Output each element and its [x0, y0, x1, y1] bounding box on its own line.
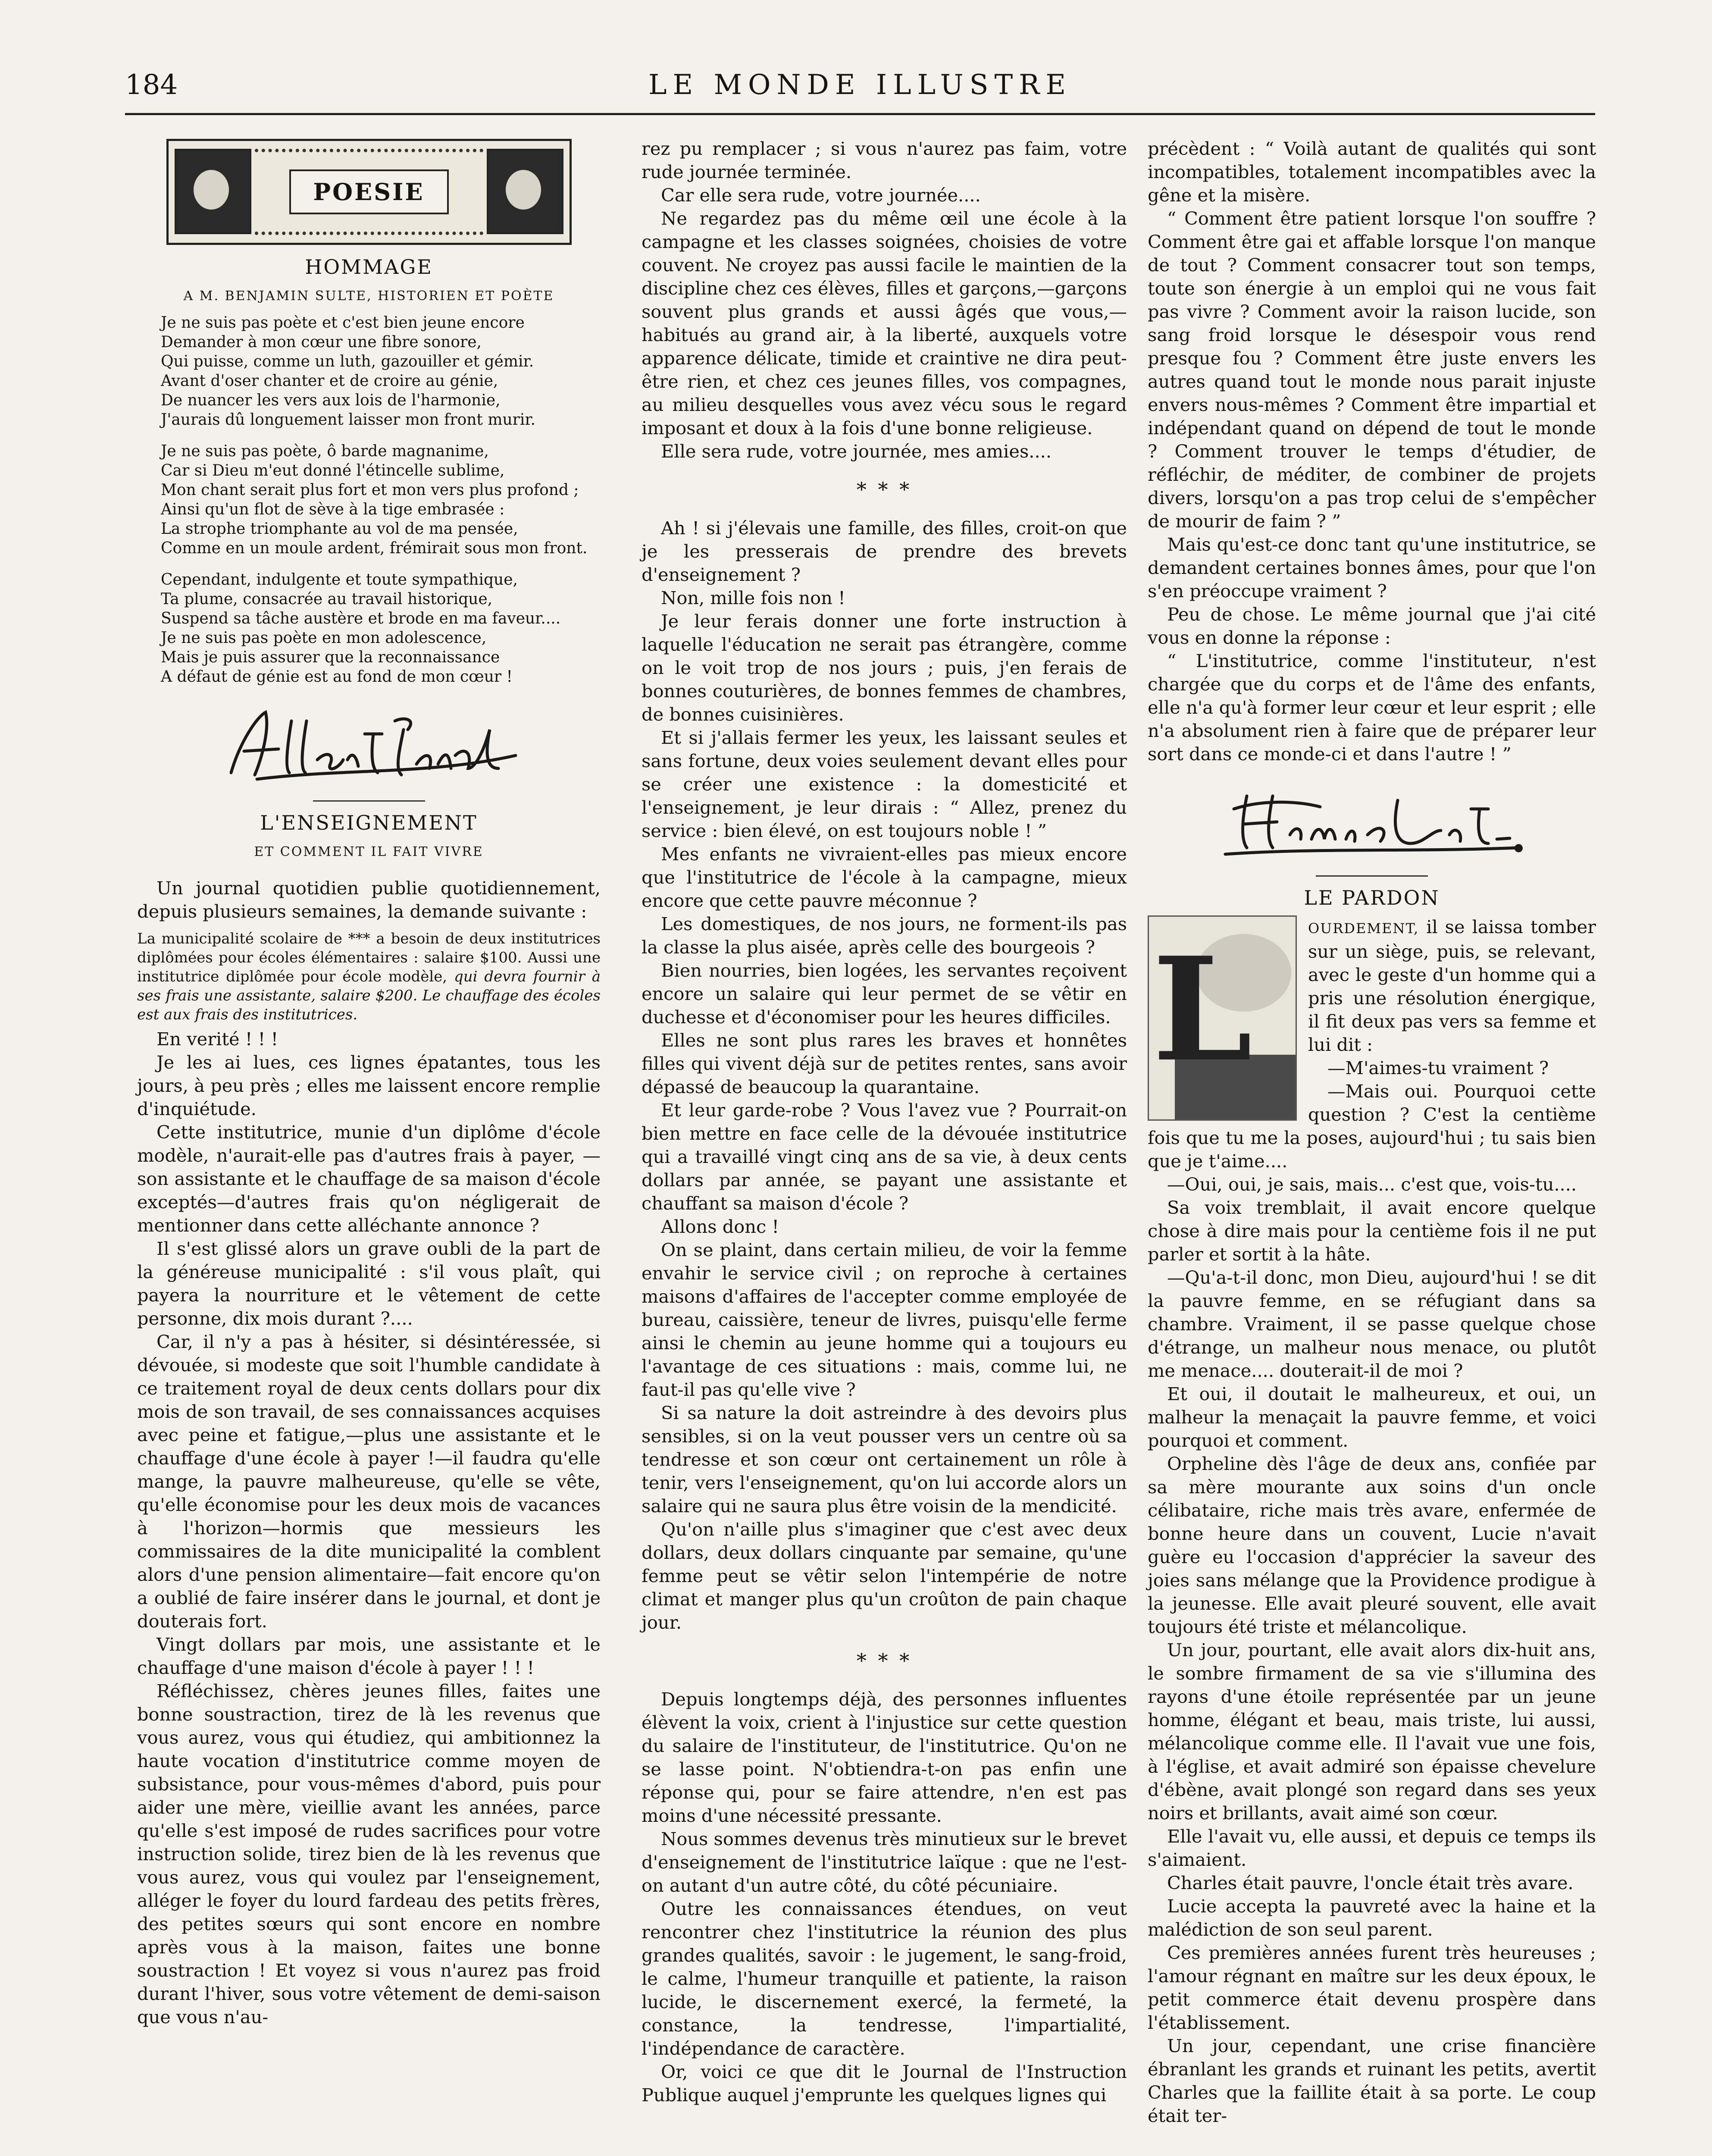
verse-line: Car si Dieu m'eut donné l'étincelle sublime, — [161, 462, 505, 479]
verse-line: De nuancer les vers aux lois de l'harmonie, — [161, 392, 501, 409]
article-paragraph: Si sa nature la doit astreindre à des devoirs plus sensibles, si on la veut pousser vers un centre où sa tendresse et son cœur ont certainement un rôle à tenir, vers l'enseignement, qu'on lui accorde alors un salaire qui ne saura plus être voisin de la mendicité. — [642, 1402, 1127, 1517]
section-divider — [313, 800, 425, 802]
article-paragraph: Les domestiques, de nos jours, ne forment-ils pas la classe la plus aisée, après celle des bourgeois ? — [642, 913, 1127, 958]
story-title: LE PARDON — [1304, 886, 1440, 909]
column-middle — [642, 137, 1127, 2107]
verse-line: Suspend sa tâche austère et brode en ma faveur.... — [161, 610, 561, 627]
article-paragraph: Car elle sera rude, votre journée.... — [661, 185, 981, 206]
article-paragraph: Or, voici ce que dit le Journal de l'Instruction Publique auquel j'emprunte les quelques lignes qui — [642, 2061, 1127, 2106]
stanza — [137, 442, 601, 558]
verse-line: Demander à mon cœur une fibre sonore, — [161, 333, 482, 351]
article-subtitle: ET COMMENT IL FAIT VIVRE — [254, 844, 484, 859]
article-paragraph: Car, il n'y a pas à hésiter, si désintéressée, si dévouée, si modeste que soit l'humble candidate à ce traitement royal de deux cents dollars pour dix mois de son travail, de ses connaissances acquises avec peine et fatigue,—plus une assistante et le chauffage d'une école à payer !—il faudra qu'elle mange, la pauvre malheureuse, qu'elle se vête, qu'elle économise pour les deux mois de vacances à l'horizon—hormis que messieurs les commissaires de la dite municipalité la comblent alors d'une pension alimentaire—fait encore qu'on a oublié de faire insérer dans le journal, et dont je douterais fort. — [137, 1331, 601, 1632]
story-paragraph: Orpheline dès l'âge de deux ans, confiée par sa mère mourante aux soins d'un oncle célibataire, riche mais très avare, enfermée de bonne heure dans un couvent, Lucie n'avait guère eu l'occasion d'apprécier la saveur des joies sans mélange que la Providence prodigue à la jeunesse. Elle avait pleuré souvent, elle avait toujours été triste et mélancolique. — [1148, 1453, 1596, 1637]
story-paragraph: —M'aimes-tu vraiment ? — [1327, 1057, 1549, 1078]
section-divider — [1316, 875, 1428, 877]
story-paragraph: OURDEMENT, il se laissa tomber sur un siège, puis, se relevant, avec le geste d'un homme qui a pris une résolution énergique, il fit deux pas vers sa femme et lui dit : — [1308, 916, 1596, 1055]
poem-dedication: A M. BENJAMIN SULTE, HISTORIEN ET POÈTE — [183, 288, 554, 304]
story-paragraph: —Mais oui. Pourquoi cette question ? C'est la centième fois que tu me la poses, aujourd'hui ; tu sais bien que je t'aime.... — [1148, 1081, 1596, 1172]
stanza — [137, 570, 601, 686]
poem-title: HOMMAGE — [305, 255, 433, 279]
article-paragraph: Nous sommes devenus très minutieux sur le brevet d'enseignement de l'institutrice laïque : que ne l'est-on autant d'un autre côté, du côté pécuniaire. — [642, 1828, 1127, 1896]
story-paragraph: Elle l'avait vu, elle aussi, et depuis ce temps ils s'aimaient. — [1148, 1826, 1596, 1870]
masthead-title: LE MONDE ILLUSTRE — [648, 69, 1072, 101]
article-paragraph: Et si j'allais fermer les yeux, les laissant seules et sans fortune, deux voies seulement devant elles pour se créer une existence : la domesticité et l'enseignement, je leur dirais : “ Allez, prenez du service : bien élevé, on est toujours noble ! ” — [642, 727, 1127, 841]
article-paragraph: Il s'est glissé alors un grave oubli de la part de la généreuse municipalité : s'il vous plaît, qui payera la nourriture et le vêtement de cette personne, dix mois durant ?.... — [137, 1238, 601, 1329]
article-paragraph: Outre les connaissances étendues, on veut rencontrer chez l'institutrice la réunion des plus grandes qualités, savoir : le jugement, le sang-froid, le calme, l'humeur tranquille et patiente, la raison lucide, le discernement exercé, la fermeté, la constance, la tendresse, l'impartialité, l'indépendance de caractère. — [642, 1898, 1127, 2059]
header-rule — [125, 113, 1595, 115]
story-paragraph: Sa voix tremblait, il avait encore quelque chose à dire mais pour la centième fois il ne put parler et sortit à la hâte. — [1148, 1197, 1596, 1265]
story-paragraph: —Qu'a-t-il donc, mon Dieu, aujourd'hui ! se dit la pauvre femme, en se réfugiant dans sa chambre. Vraiment, il se passe quelque chose d'étrange, un malheur nous menace, ou plutôt me menace.... douterait-il de moi ? — [1148, 1267, 1596, 1381]
illustrated-drop-cap — [1148, 915, 1297, 1121]
verse-line: Je ne suis pas poète en mon adolescence, — [161, 629, 487, 647]
column-right — [1148, 137, 1596, 2128]
section-stars: * * * — [856, 478, 912, 501]
verse-line: J'aurais dû longuement laisser mon front murir. — [161, 411, 536, 429]
story-paragraph: Un jour, pourtant, elle avait alors dix-huit ans, le sombre firmament de sa vie s'illumina des rayons d'une étoile représentée par un jeune homme, élégant et beau, mais triste, lui aussi, mélancolique comme elle. Il l'avait vue une fois, à l'église, et avait admiré son épaisse chevelure d'ébène, avait plongé son regard dans ses yeux noirs et brillants, avait aimé son cœur. — [1148, 1639, 1596, 1824]
article-paragraph: précèdent : “ Voilà autant de qualités qui sont incompatibles, totalement incompatibles avec la gêne et la misère. — [1148, 138, 1596, 206]
article-paragraph: Bien nourries, bien logées, les servantes reçoivent encore un salaire qui leur permet de se vêtir en duchesse et d'économiser pour les heures difficiles. — [642, 960, 1127, 1028]
classified-notice: La municipalité scolaire de *** a besoin de deux institutrices diplômées pour écoles élémentaires : salaire $100. Aussi une institutrice diplômée pour école modèle, qui devra fournir à ses frais une assistante, salaire $200. Le chauffage des écoles est aux frais des institutrices. — [137, 930, 601, 1023]
poetry-banner — [166, 139, 572, 245]
article-paragraph: Je les ai lues, ces lignes épatantes, tous les jours, à peu près ; elles me laissent encore remplie d'inquiétude. — [137, 1052, 601, 1119]
article-paragraph: Elle sera rude, votre journée, mes amies.... — [661, 441, 1052, 462]
page-number: 184 — [125, 69, 178, 101]
verse-line: Ta plume, consacrée au travail historique, — [161, 590, 493, 608]
verse-line: Ainsi qu'un flot de sève à la tige embrasée : — [161, 501, 505, 518]
verse-line: La strophe triomphante au vol de ma pensée, — [161, 520, 518, 538]
signature-albert-ferland-icon — [214, 704, 524, 786]
article-paragraph: “ Comment être patient lorsque l'on souffre ? Comment être gai et affable lorsque l'on manque de tout ? Comment consacrer tout son temps, toute son énergie à un emploi qui ne vous fait pas vivre ? Comment avoir la raison lucide, son sang froid lorsque le désespoir vous rend presque fou ? Comment être juste envers les autres quand tout le monde nous parait injuste envers nous-mêmes ? Comment être impartial et indépendant quand on dépend de tout le monde ? Comment trouver le temps d'étudier, de réfléchir, de méditer, de combiner de projets divers, lorsqu'on a pas trop celui de s'empêcher de mourir de faim ? ” — [1148, 208, 1596, 532]
article-title: L'ENSEIGNEMENT — [260, 811, 478, 834]
article-paragraph: Réfléchissez, chères jeunes filles, faites une bonne soustraction, tirez de là les revenus que vous aurez, vous qui étudiez, qui ambitionnez la haute vocation d'institutrice comme moyen de subsistance, pour vous-mêmes d'abord, puis pour aider une mère, vieillie avant les années, parce qu'elle s'est imposé de rudes sacrifices pour votre instruction solide, tirez bien de là les revenus que vous aurez, vous qui voulez par l'enseignement, alléger le foyer du lourd fardeau des petits frères, des petites sœurs qui sont encore en nombre après vous à la maison, faites une bonne soustraction ! Et voyez si vous n'aurez pas froid durant l'hiver, sous votre vêtement de demi-saison que vous n'au- — [137, 1680, 601, 2028]
verse-line: Comme en un moule ardent, frémirait sous mon front. — [161, 539, 588, 557]
story-paragraph: Un jour, cependant, une crise financière ébranlant les grands et ruinant les petits, avertit Charles que la faillite était à sa porte. Le coup était ter- — [1148, 2035, 1596, 2126]
article-paragraph: Cette institutrice, munie d'un diplôme d'école modèle, n'aurait-elle pas d'autres frais à payer, —son assistante et le chauffage de sa maison d'école exceptés—d'autres frais qu'on négligerait de mentionner dans cette alléchante annonce ? — [137, 1122, 601, 1236]
article-paragraph: Un journal quotidien publie quotidiennement, depuis plusieurs semaines, la demande suivante : — [137, 877, 601, 922]
article-paragraph: Et leur garde-robe ? Vous l'avez vue ? Pourrait-on bien mettre en face celle de la dévouée institutrice qui a travaillé vingt cinq ans de sa vie, à deux cents dollars par année, se payant une assistante et chauffant sa maison d'école ? — [642, 1100, 1127, 1214]
article-paragraph: En verité ! ! ! — [156, 1028, 279, 1050]
article-paragraph: Elles ne sont plus rares les braves et honnêtes filles qui vivent déjà sur de petites rentes, sans avoir dépassé de beaucoup la quarantaine. — [642, 1030, 1127, 1097]
story-paragraph: Charles était pauvre, l'oncle était très avare. — [1167, 1872, 1574, 1893]
article-paragraph: Allons donc ! — [661, 1216, 779, 1237]
story-paragraph: Lucie accepta la pauvreté avec la haine et la malédiction de son seul parent. — [1148, 1896, 1596, 1940]
verse-line: Cependant, indulgente et toute sympathique, — [161, 571, 518, 589]
verse-line: Mon chant serait plus fort et mon vers plus profond ; — [161, 481, 579, 499]
column-left — [137, 137, 601, 2029]
article-paragraph: Qu'on n'aille plus s'imaginer que c'est avec deux dollars, deux dollars cinquante par semaine, qu'une femme peut se vêtir selon l'intempérie de notre climat et manger plus qu'un croûton de pain chaque jour. — [642, 1519, 1127, 1633]
verse-line: Qui puisse, comme un luth, gazouiller et gémir. — [161, 353, 534, 370]
verse-line: Je ne suis pas poète, ô barde magnanime, — [161, 442, 489, 460]
opening-smallcaps: OURDEMENT, — [1308, 920, 1419, 937]
verse-line: Avant d'oser chanter et de croire au génie, — [161, 372, 498, 390]
article-paragraph: Ah ! si j'élevais une famille, des filles, croit-on que je les presserais de prendre des brevets d'enseignement ? — [642, 517, 1127, 585]
article-paragraph: Depuis longtemps déjà, des personnes influentes élèvent la voix, crient à l'injustice sur cette question du salaire de l'instituteur, de l'institutrice. Qu'on ne se lasse point. N'obtiendra-t-on pas enfin une réponse qui, pour se faire attendre, n'en est pas moins d'une nécessité pressante. — [642, 1689, 1127, 1826]
section-stars: * * * — [856, 1649, 912, 1672]
article-paragraph: Non, mille fois non ! — [661, 587, 845, 608]
ornament-right-icon — [487, 149, 563, 234]
article-paragraph: rez pu remplacer ; si vous n'aurez pas faim, votre rude journée terminée. — [642, 138, 1127, 182]
article-paragraph: Mes enfants ne vivraient-elles pas mieux encore que l'institutrice de l'école à la campagne, mieux encore que cette pauvre méconnue ? — [642, 843, 1127, 911]
page-header — [125, 69, 1595, 110]
article-paragraph: Je leur ferais donner une forte instruction à laquelle l'éducation ne serait pas étrangère, comme on le voit trop de nos jours ; puis, j'en ferais de bonnes couturières, de bonnes femmes de chambres, de bonnes cuisinières. — [642, 611, 1127, 725]
drop-cap-letter: L — [1152, 926, 1253, 1093]
ornament-left-icon — [175, 149, 251, 234]
story-paragraph: Et oui, il doutait le malheureux, et oui, un malheur la menaçait la pauvre femme, et voici pourquoi et comment. — [1148, 1383, 1596, 1451]
article-paragraph: On se plaint, dans certain milieu, de voir la femme envahir le service civil ; on reproche à certaines maisons d'affaires de l'accepter comme employée de bureau, caissière, teneur de livres, puisqu'elle ferme ainsi le chemin au jeune homme qui a toujours eu l'avantage de ces situations : mais, comme lui, ne faut-il pas qu'elle vive ? — [642, 1239, 1127, 1400]
article-paragraph: Mais qu'est-ce donc tant qu'une institutrice, se demandent certaines bonnes âmes, pour que l'on s'en préoccupe vraiment ? — [1148, 534, 1596, 602]
story-paragraph: —Oui, oui, je sais, mais... c'est que, vois-tu.... — [1167, 1174, 1577, 1195]
banner-label: POESIE — [289, 169, 449, 214]
stanza — [137, 313, 601, 429]
article-paragraph: Vingt dollars par mois, une assistante et le chauffage d'une maison d'école à payer ! ! ! — [137, 1634, 601, 1678]
verse-line: A défaut de génie est au fond de mon cœur ! — [161, 668, 513, 686]
verse-line: Mais je puis assurer que la reconnaissance — [161, 649, 500, 666]
verse-line: Je ne suis pas poète et c'est bien jeune encore — [161, 314, 525, 332]
signature-hermine-lanctot-icon — [1208, 783, 1536, 861]
article-paragraph: Ne regardez pas du même œil une école à la campagne et les classes soignées, choisies de votre couvent. Ne croyez pas aussi facile le maintien de la discipline chez ces élèves, filles et garçons,—garçons souvent plus grands et aussi âgés que vous,—habitués au grand air, à la liberté, auxquels votre apparence délicate, timide et craintive ne dira peut-être rien, et chez ces jeunes filles, vos compagnes, au milieu desquelles vous avez vécu sous le regard imposant et doux à la fois d'une bonne religieuse. — [642, 208, 1127, 439]
story-paragraph: Ces premières années furent très heureuses ; l'amour régnant en maître sur les deux époux, le petit commerce était devenu prospère dans l'établissement. — [1148, 1942, 1596, 2033]
article-paragraph: Peu de chose. Le même journal que j'ai cité vous en donne la réponse : — [1148, 604, 1596, 648]
poem-body — [137, 313, 601, 686]
article-paragraph: “ L'institutrice, comme l'instituteur, n'est chargée que du corps et de l'âme des enfants, elle n'a qu'à former leur cœur et leur esprit ; elle n'a absolument rien à faire que de préparer leur sort dans ce monde-ci et dans l'autre ! ” — [1148, 650, 1596, 765]
